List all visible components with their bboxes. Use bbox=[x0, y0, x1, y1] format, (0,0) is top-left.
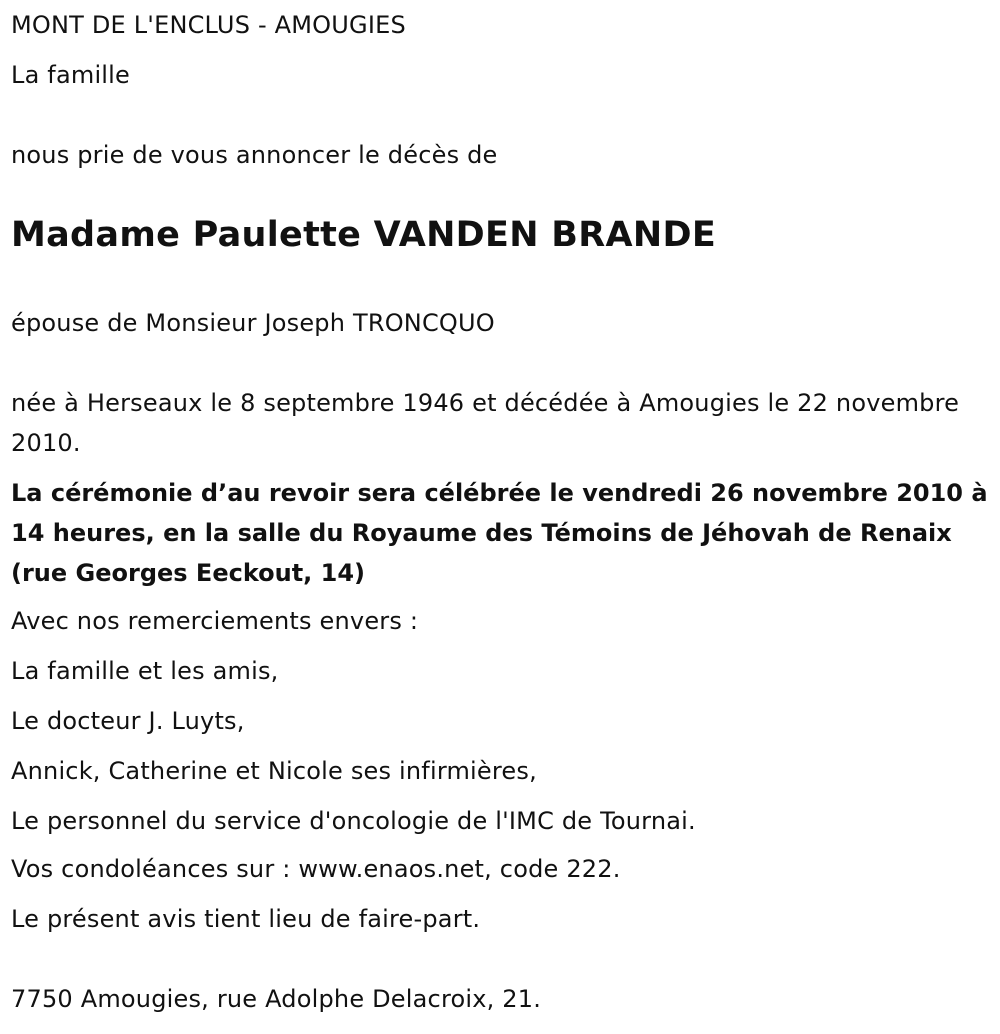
deceased-name: Madame Paulette VANDEN BRANDE bbox=[11, 215, 717, 255]
family-line: La famille bbox=[11, 61, 131, 89]
location-heading: MONT DE L'ENCLUS - AMOUGIES bbox=[11, 11, 406, 39]
thanks-item: Annick, Catherine et Nicole ses infirmières, bbox=[11, 757, 537, 785]
announcement-intro: nous prie de vous annoncer le décès de bbox=[11, 141, 498, 169]
thanks-item: Le docteur J. Luyts, bbox=[11, 707, 245, 735]
condolences-line: Vos condoléances sur : www.enaos.net, code 222. bbox=[11, 855, 621, 883]
thanks-item: Le personnel du service d'oncologie de l'IMC de Tournai. bbox=[11, 807, 696, 835]
ceremony-details: La cérémonie d’au revoir sera célébrée le vendredi 26 novembre 2010 à 14 heures, en la salle du Royaume des Témoins de Jéhovah de Renaix (rue Georges Eeckout, 14) bbox=[11, 479, 988, 587]
spouse-line: épouse de Monsieur Joseph TRONCQUO bbox=[11, 309, 495, 337]
thanks-item: La famille et les amis, bbox=[11, 657, 279, 685]
thanks-intro: Avec nos remerciements envers : bbox=[11, 607, 419, 635]
notice-line: Le présent avis tient lieu de faire-part. bbox=[11, 905, 481, 933]
address-line: 7750 Amougies, rue Adolphe Delacroix, 21. bbox=[11, 985, 542, 1013]
birth-death-line: née à Herseaux le 8 septembre 1946 et décédée à Amougies le 22 novembre 2010. bbox=[11, 389, 960, 457]
